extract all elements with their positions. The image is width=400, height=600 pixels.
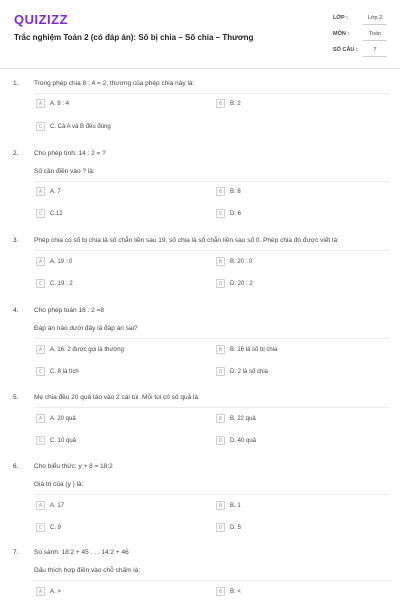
question-divider <box>34 580 390 581</box>
option-letter-box: C <box>36 367 45 376</box>
question-divider <box>34 494 390 495</box>
option-letter-box: A <box>36 257 45 266</box>
question-divider <box>34 338 390 339</box>
question-divider <box>34 181 390 182</box>
option-text: D. 6 <box>230 210 242 217</box>
question-text: Phép chia có số bị chia là số chẵn liền sau 19, số chia là số chẵn liền sau số 0. Phép chia đó được viết là: <box>34 237 339 244</box>
option-letter-box: B <box>216 257 225 266</box>
option-letter-box: A <box>36 345 45 354</box>
meta-label: SỐ CÂU : <box>333 47 358 53</box>
option-text: B. < <box>230 588 241 595</box>
option-letter-box: C <box>36 279 45 288</box>
option-letter-box: A <box>36 414 45 423</box>
question-subtext: Số cần điền vào ? là: <box>34 168 95 175</box>
question-number: 4. <box>13 307 19 314</box>
option-letter-box: B <box>216 414 225 423</box>
question-number: 6. <box>13 463 19 470</box>
meta-row-question-count <box>333 44 393 60</box>
question-subtext: Đáp án nào dưới đây là đáp án sai? <box>34 325 138 332</box>
question-text: Cho biểu thức: y + 8 = 18:2 <box>34 463 113 470</box>
option-letter-box: C <box>36 523 45 532</box>
question-number: 5. <box>13 394 19 401</box>
option-text: B. 22 quả <box>230 415 256 422</box>
option-text: C.12 <box>50 210 63 217</box>
question-divider <box>34 407 390 408</box>
quizizz-logo: QUIZIZZ <box>14 12 69 27</box>
question-subtext: Giá trị của (y ) là: <box>34 481 84 488</box>
option-text: C. 19 : 2 <box>50 280 73 287</box>
option-text: D. 20 : 2 <box>230 280 253 287</box>
option-text: C. 9 <box>50 524 62 531</box>
option-text: B. 1 <box>230 502 241 509</box>
option-letter-box: A <box>36 501 45 510</box>
option-letter-box: B <box>216 587 225 596</box>
option-letter-box: D <box>216 523 225 532</box>
question-text: Cho phép tính: 14 : 2 = ? <box>34 150 106 157</box>
header-divider <box>0 68 400 69</box>
option-letter-box: C <box>36 209 45 218</box>
meta-row-class <box>333 12 393 28</box>
worksheet-meta <box>333 12 393 60</box>
meta-value: Toán <box>363 29 387 41</box>
question-text: So sánh: 18:2 + 45 . . . 14:2 + 46 <box>34 549 129 556</box>
option-letter-box: B <box>216 501 225 510</box>
option-text: A. 7 <box>50 188 61 195</box>
option-text: D. 40 quả <box>230 437 257 444</box>
meta-value: 7 <box>363 45 387 57</box>
option-text: B. 20 : 0 <box>230 258 253 265</box>
option-letter-box: B <box>216 187 225 196</box>
option-letter-box: A <box>36 99 45 108</box>
question-number: 7. <box>13 549 19 556</box>
option-text: D. 2 là số chia <box>230 368 269 375</box>
option-letter-box: C <box>36 122 45 131</box>
question-text: Mẹ chia đều 20 quả táo vào 2 cái túi. Mỗi túi có số quả là: <box>34 394 200 401</box>
meta-row-subject <box>333 28 393 44</box>
option-text: C. 10 quả <box>50 437 77 444</box>
question-divider <box>34 93 390 94</box>
option-letter-box: A <box>36 587 45 596</box>
question-number: 2. <box>13 150 19 157</box>
option-text: B. 8 <box>230 188 241 195</box>
option-letter-box: D <box>216 436 225 445</box>
option-text: D. 5 <box>230 524 242 531</box>
question-divider <box>34 250 390 251</box>
question-text: Trong phép chia 8 : 4 = 2, thương của phép chia này là: <box>34 80 195 87</box>
option-text: C. Cả A và B đều đúng <box>50 123 111 130</box>
option-text: C. 8 là tích <box>50 368 79 375</box>
meta-label: MÔN : <box>333 31 350 37</box>
option-text: A. > <box>50 588 61 595</box>
question-number: 1. <box>13 80 19 87</box>
option-text: A. 8 : 4 <box>50 100 70 107</box>
option-text: B. 16 là số bị chia <box>230 346 278 353</box>
option-letter-box: B <box>216 345 225 354</box>
option-letter-box: D <box>216 279 225 288</box>
option-letter-box: A <box>36 187 45 196</box>
worksheet-header <box>0 0 400 70</box>
meta-value: Lớp 2 <box>363 13 387 25</box>
meta-label: LỚP : <box>333 15 348 21</box>
option-text: A. 20 quả <box>50 415 76 422</box>
option-text: A. 19 : 0 <box>50 258 73 265</box>
option-text: B. 2 <box>230 100 241 107</box>
option-letter-box: D <box>216 367 225 376</box>
question-number: 3. <box>13 237 19 244</box>
worksheet-title: Trắc nghiệm Toán 2 (có đáp án): Số bị chia – Số chia – Thương <box>14 33 254 42</box>
option-text: A. 17 <box>50 502 65 509</box>
question-subtext: Dấu thích hợp điền vào chỗ chấm là: <box>34 567 141 574</box>
option-letter-box: B <box>216 99 225 108</box>
option-letter-box: D <box>216 209 225 218</box>
option-letter-box: C <box>36 436 45 445</box>
option-text: A. 16: 2 được gọi là thương <box>50 346 124 353</box>
question-text: Cho phép toán 16 : 2 =8 <box>34 307 104 314</box>
